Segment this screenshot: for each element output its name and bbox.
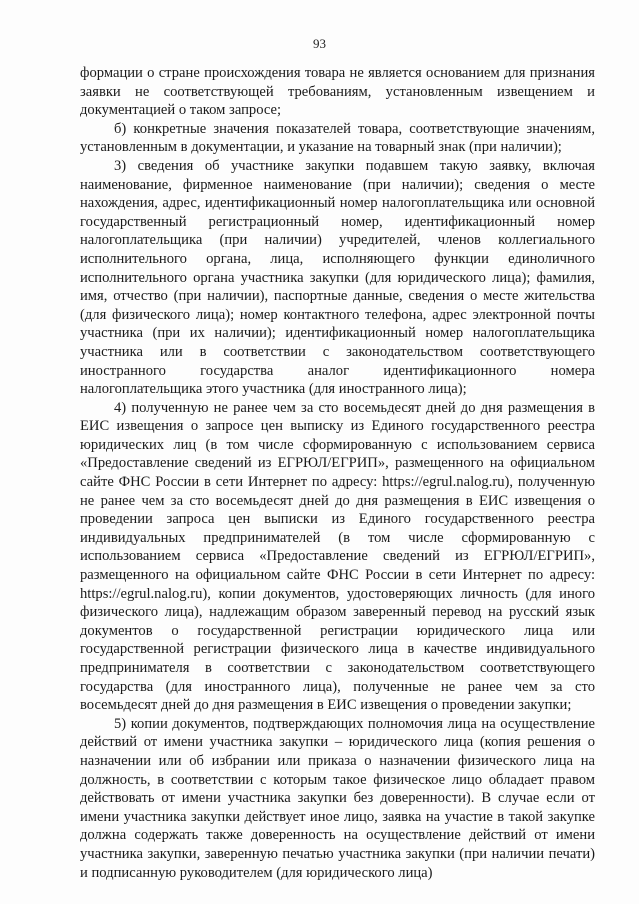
paragraph-3: 3) сведения об участнике закупки подавшем такую заявку, включая наименование, фирменное наименование (при наличии); сведения о месте нахождения, адрес, идентификационный номер налогоплательщика или основной государственный регистрационный номер, идентификационный номер налогоплательщика (при наличии) учредителей, членов коллегиального исполнительного органа, лица, исполняющего функции единоличного исполнительного органа участника закупки (для юридического лица); фамилия, имя, отчество (при наличии), паспортные данные, сведения о месте жительства (для физического лица); номер контактного телефона, адрес электронной почты участника (при их наличии); идентификационный номер налогоплательщика участника или в соответствии с законодательством соответствующего иностранного государства аналог идентификационного номера налогоплательщика этого участника (для иностранного лица); [80,157,595,398]
paragraph-continuation: формации о стране происхождения товара не является основанием для признания заявки не соответствующей требованиям, установленным извещением и документацией о таком запросе; [80,65,595,119]
paragraph-5: 5) копии документов, подтверждающих полномочия лица на осуществление действий от имени участника закупки – юридического лица (копия решения о назначении или об избрании или приказа о назначении физического лица на должность, в соответствии с которым такое физическое лицо обладает правом действовать от имени участника закупки без доверенности). В случае если от имени участника закупки действует иное лицо, заявка на участие в такой закупке должна содержать также доверенность на осуществление действий от имени участника закупки, заверенную печатью участника закупки (при наличии печати) и подписанную руководителем (для юридического лица) [80,715,595,881]
page-number: 93 [313,36,326,51]
body-text [80,64,595,882]
paragraph-b: б) конкретные значения показателей товара, соответствующие значениям, установленным в документации, и указание на товарный знак (при наличии); [80,120,595,156]
paragraph-4: 4) полученную не ранее чем за сто восемьдесят дней до дня размещения в ЕИС извещения о запросе цен выписку из Единого государственного реестра юридических лиц (в том числе сформированную с использованием сервиса «Предоставление сведений из ЕГРЮЛ/ЕГРИП», размещенного на официальном сайте ФНС России в сети Интернет по адресу: https://egrul.nalog.ru), полученную не ранее чем за сто восемьдесят дней до дня размещения в ЕИС извещения о проведении запроса цен выписки из Единого государственного реестра индивидуальных предпринимателей (в том числе сформированную с использованием сервиса «Предоставление сведений из ЕГРЮЛ/ЕГРИП», размещенного на официальном сайте ФНС России в сети Интернет по адресу: https://egrul.nalog.ru), копии документов, удостоверяющих личность (для иного физического лица), надлежащим образом заверенный перевод на русский язык документов о государственной регистрации юридического лица или государственной регистрации физического лица в качестве индивидуального предпринимателя в соответствии с законодательством соответствующего государства (для иностранного лица), полученные не ранее чем за сто восемьдесят дней до дня размещения в ЕИС извещения о проведении закупки; [80,399,595,714]
